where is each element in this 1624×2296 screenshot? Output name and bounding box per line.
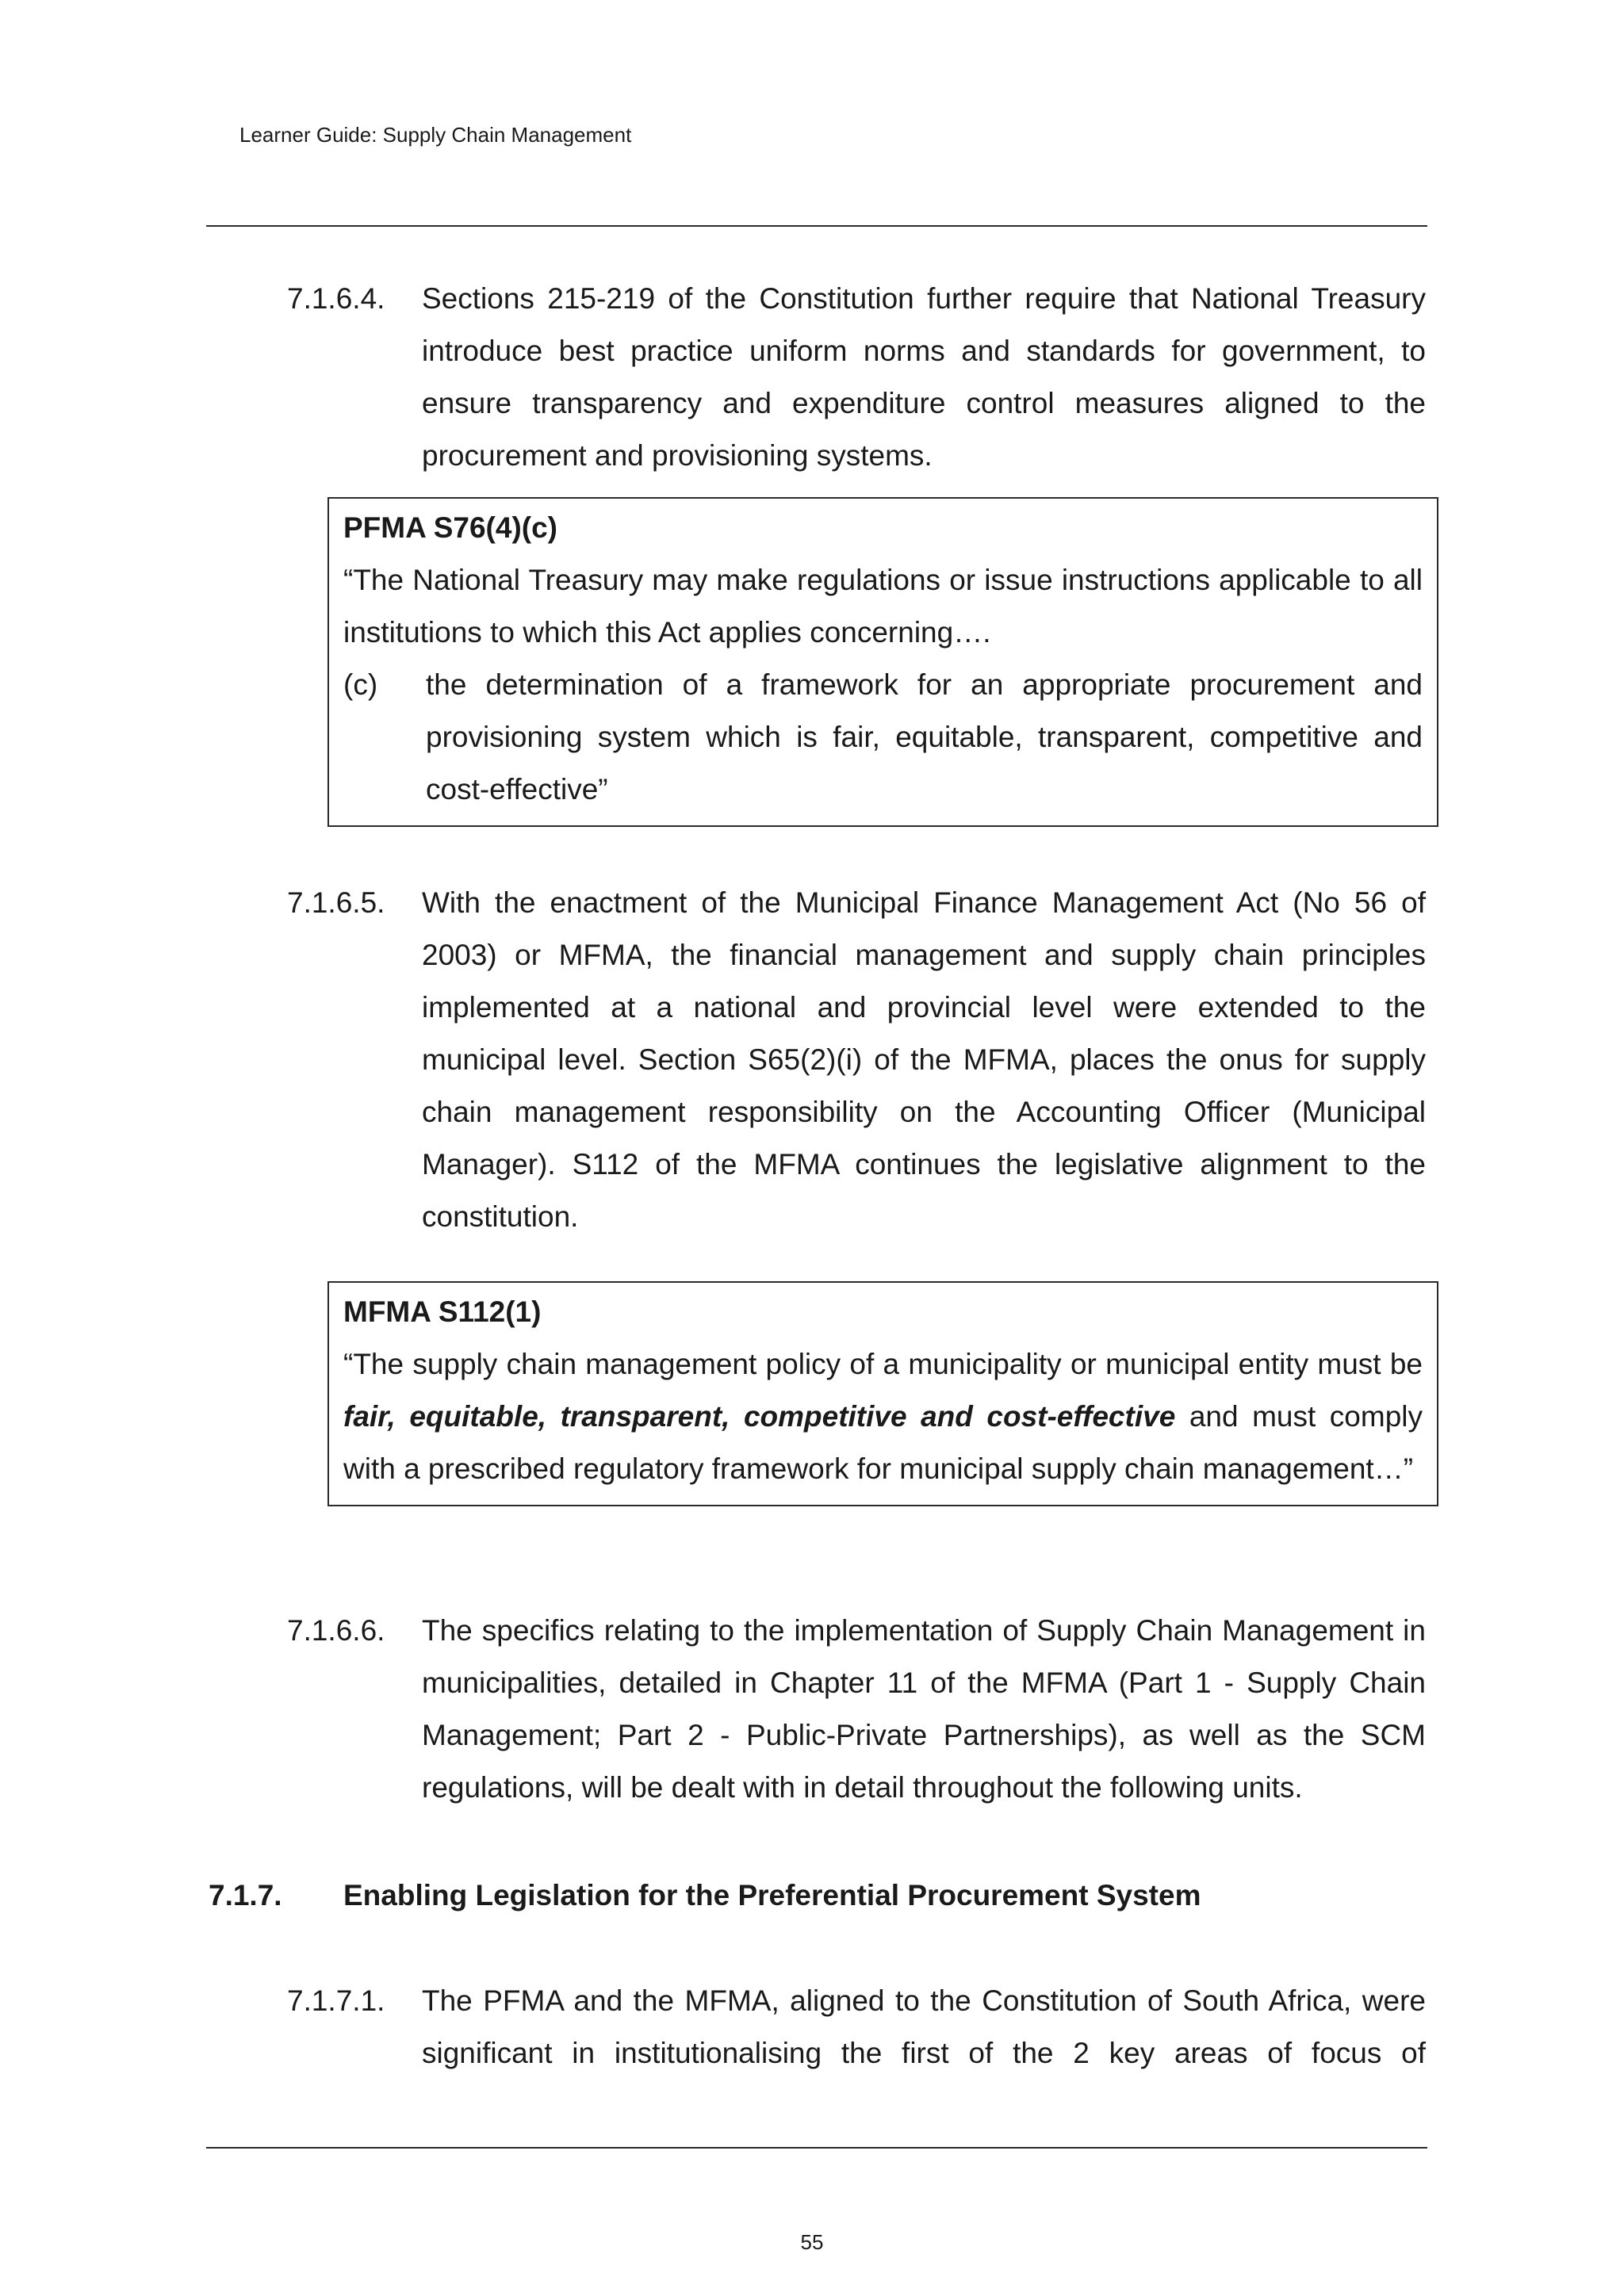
quote-title: PFMA S76(4)(c) <box>343 511 558 544</box>
page-number: 55 <box>800 2230 824 2254</box>
paragraph-number: 7.1.6.6. <box>287 1614 385 1647</box>
paragraph-7-1-7-1 <box>287 1975 1426 2080</box>
paragraph-number: 7.1.7.1. <box>287 1984 385 2017</box>
paragraph-text: Sections 215-219 of the Constitution further require that National Treasury introduce best practice uniform norms and standards for government, to ensure transparency and expenditure control measures aligned to the procurement and provisioning systems. <box>422 282 1426 472</box>
section-title: Enabling Legislation for the Preferential Procurement System <box>343 1879 1201 1911</box>
quote-list-item <box>343 659 1423 816</box>
paragraph-7-1-6-4 <box>287 273 1426 482</box>
paragraph-number: 7.1.6.4. <box>287 282 385 315</box>
paragraph-text: The specifics relating to the implementation of Supply Chain Management in municipalities, detailed in Chapter 11 of the MFMA (Part 1 - Supply Chain Management; Part 2 - Public-Private Partnerships), as well as the SCM regulations, will be dealt with in detail throughout the following units. <box>422 1614 1426 1804</box>
section-heading <box>209 1869 1430 1922</box>
footer-rule <box>206 2147 1427 2149</box>
quote-intro: “The National Treasury may make regulations or issue instructions applicable to all institutions to which this Act applies concerning…. <box>343 564 1423 649</box>
quote-text-after: and must comply with a prescribed regulatory framework for municipal supply chain management…” <box>343 1400 1423 1485</box>
quote-emphasis: fair, equitable, transparent, competitive and cost-effective <box>343 1400 1176 1433</box>
mfma-quote-box <box>327 1281 1438 1506</box>
quote-item-text: the determination of a framework for an appropriate procurement and provisioning system which is fair, equitable, transparent, competitive and cost-effective” <box>426 668 1423 806</box>
paragraph-7-1-6-5 <box>287 877 1426 1243</box>
paragraph-7-1-6-6 <box>287 1605 1426 1814</box>
quote-text <box>343 1338 1423 1495</box>
section-number: 7.1.7. <box>209 1879 282 1911</box>
quote-item-label: (c) <box>343 668 378 701</box>
paragraph-number: 7.1.6.5. <box>287 886 385 919</box>
header-rule <box>206 225 1427 227</box>
quote-text-before: “The supply chain management policy of a municipality or municipal entity must be <box>343 1348 1423 1380</box>
quote-title: MFMA S112(1) <box>343 1295 542 1328</box>
running-header: Learner Guide: Supply Chain Management <box>239 123 632 147</box>
paragraph-text: The PFMA and the MFMA, aligned to the Constitution of South Africa, were significant in institutionalising the first of the 2 key areas of focus of <box>422 1984 1426 2069</box>
pfma-quote-box <box>327 497 1438 827</box>
paragraph-text: With the enactment of the Municipal Finance Management Act (No 56 of 2003) or MFMA, the financial management and supply chain principles implemented at a national and provincial level were extended to the municipal level. Section S65(2)(i) of the MFMA, places the onus for supply chain management responsibility on the Accounting Officer (Municipal Manager). S112 of the MFMA continues the legislative alignment to the constitution. <box>422 886 1426 1233</box>
